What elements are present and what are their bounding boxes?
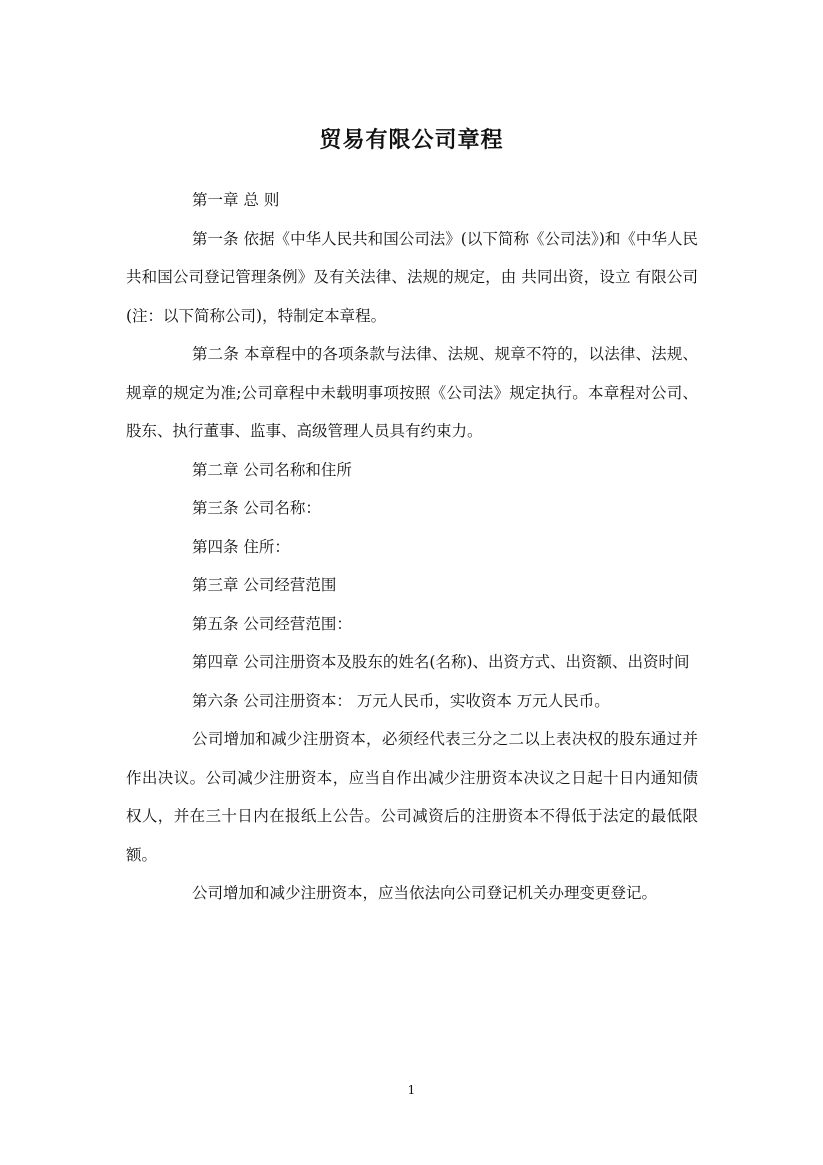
article-paragraph: 第三条 公司名称： — [192, 499, 321, 517]
chapter-heading: 第二章 公司名称和住所 — [192, 460, 352, 479]
article-paragraph: 第一条 依据《中华人民共和国公司法》(以下简称《公司法》)和《中华人民共和国公司登记管理条例》及有关法律、法规的规定，由 共同出资，设立 有限公司(注：以下简称公司)，特制定本章程。 — [126, 229, 698, 325]
article-paragraph: 第四条 住所： — [192, 537, 290, 556]
document-body — [126, 181, 698, 913]
article-paragraph: 第六条 公司注册资本： 万元人民币，实收资本 万元人民币。 — [192, 691, 610, 710]
chapter-heading: 第三章 公司经营范围 — [192, 576, 337, 594]
chapter-heading: 第一章 总 则 — [192, 191, 280, 209]
article-paragraph: 第五条 公司经营范围： — [192, 614, 352, 633]
body-paragraph: 公司增加和减少注册资本，必须经代表三分之二以上表决权的股东通过并作出决议。公司减少注册资本，应当自作出减少注册资本决议之日起十日内通知债权人，并在三十日内在报纸上公告。公司减资后的注册资本不得低于法定的最低限额。 — [126, 730, 698, 864]
chapter-heading: 第四章 公司注册资本及股东的姓名(名称)、出资方式、出资额、出资时间 — [192, 653, 690, 671]
document-title: 贸易有限公司章程 — [319, 127, 504, 153]
page-number: 1 — [407, 1083, 416, 1097]
body-paragraph: 公司增加和减少注册资本，应当依法向公司登记机关办理变更登记。 — [192, 884, 658, 902]
article-paragraph: 第二条 本章程中的各项条款与法律、法规、规章不符的，以法律、法规、规章的规定为准;公司章程中未载明事项按照《公司法》规定执行。本章程对公司、股东、执行董事、监事、高级管理人员具有约束力。 — [126, 345, 698, 440]
